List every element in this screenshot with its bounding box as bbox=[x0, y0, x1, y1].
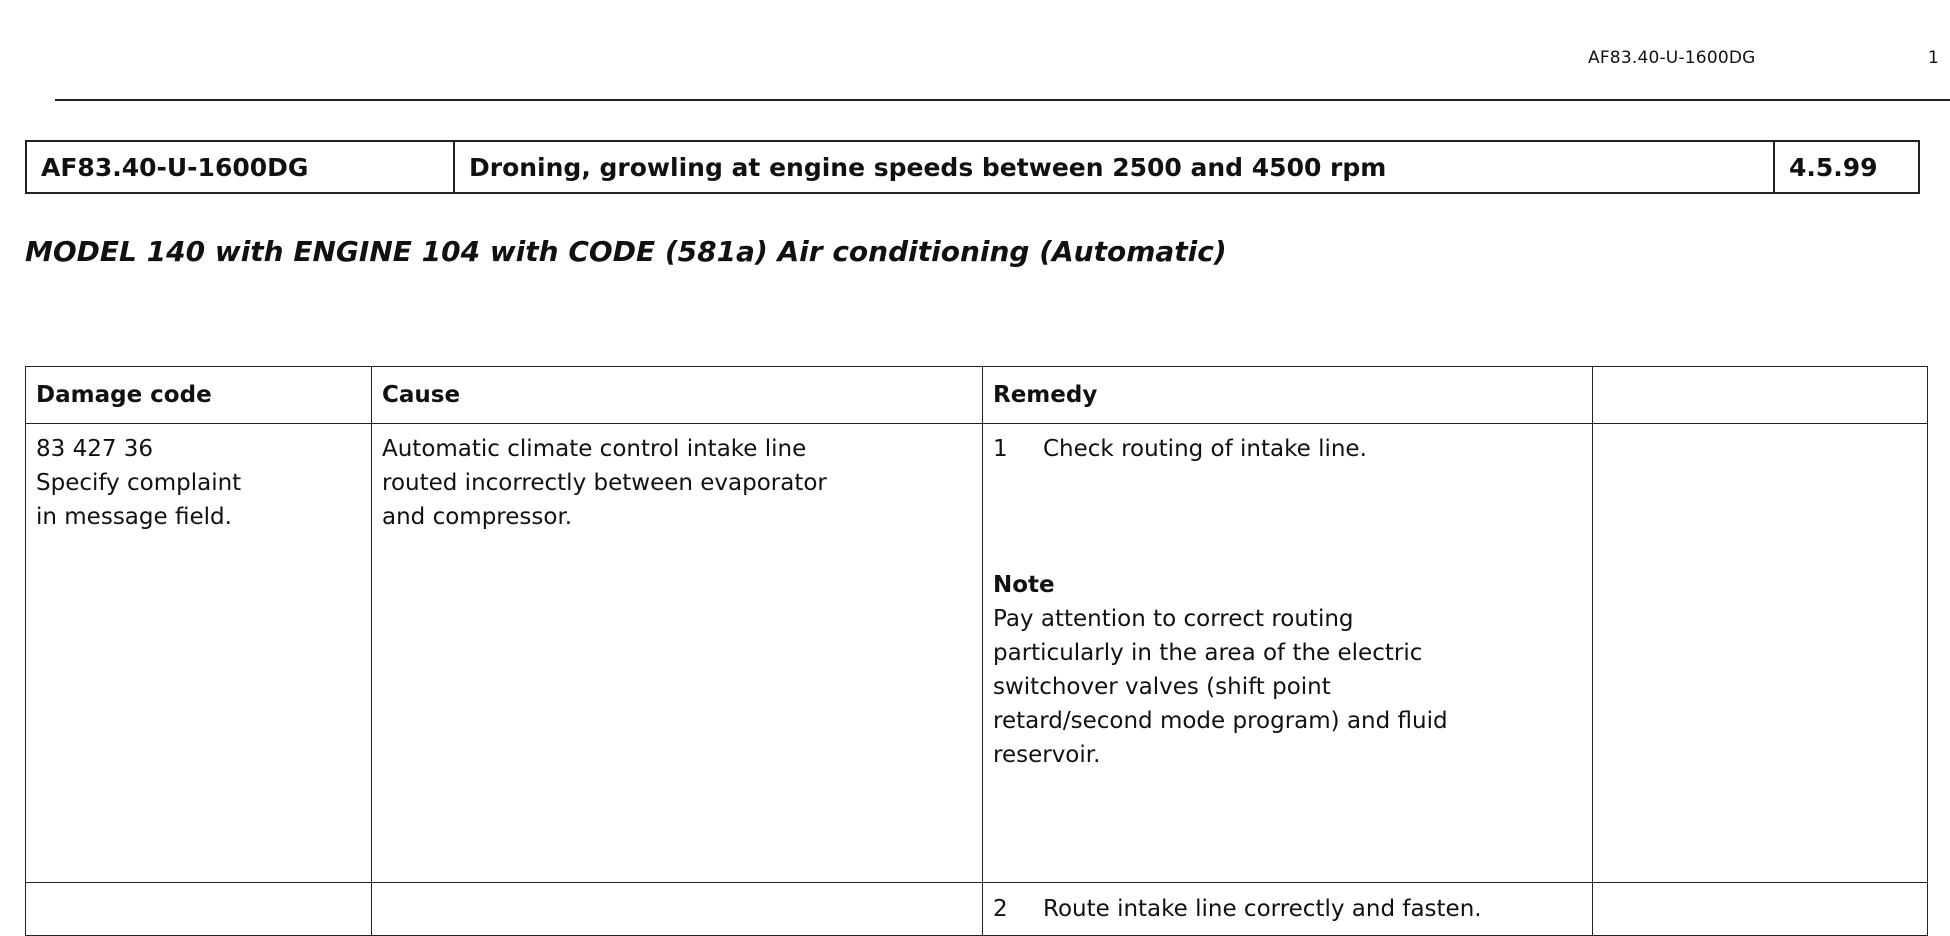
header-extra bbox=[1593, 367, 1928, 424]
damage-code-value: 83 427 36 bbox=[36, 436, 154, 462]
remedy-step-1 bbox=[993, 432, 1582, 466]
cause-cell bbox=[372, 424, 983, 883]
remedy-step-2 bbox=[993, 892, 1582, 926]
title-block bbox=[25, 140, 1920, 194]
page-header-doc-ref: AF83.40-U-1600DG bbox=[1588, 48, 1756, 68]
model-line: MODEL 140 with ENGINE 104 with CODE (581a) Air conditioning (Automatic) bbox=[25, 235, 1227, 268]
step-text: Route intake line correctly and fasten. bbox=[1043, 896, 1482, 922]
header-rule bbox=[55, 99, 1950, 101]
damage-code-cell bbox=[26, 424, 372, 883]
table-row bbox=[26, 424, 1928, 883]
title-date: 4.5.99 bbox=[1774, 141, 1919, 193]
step-number: 1 bbox=[993, 436, 1008, 462]
remedy-cell bbox=[983, 424, 1593, 883]
note-line: reservoir. bbox=[993, 742, 1101, 768]
note-title: Note bbox=[993, 572, 1055, 598]
title-text: Droning, growling at engine speeds between 2500 and 4500 rpm bbox=[454, 141, 1774, 193]
cause-line: routed incorrectly between evaporator bbox=[382, 470, 827, 496]
cause-line: and compressor. bbox=[382, 504, 573, 530]
extra-cell bbox=[1593, 424, 1928, 883]
damage-code-line: in message field. bbox=[36, 504, 232, 530]
page-number: 1 bbox=[1928, 48, 1939, 68]
note-line: Pay attention to correct routing bbox=[993, 606, 1354, 632]
note-line: switchover valves (shift point bbox=[993, 674, 1331, 700]
damage-table bbox=[25, 366, 1928, 936]
header-remedy: Remedy bbox=[983, 367, 1593, 424]
header-row bbox=[26, 367, 1928, 424]
title-code: AF83.40-U-1600DG bbox=[26, 141, 454, 193]
note-line: retard/second mode program) and fluid bbox=[993, 708, 1448, 734]
step-number: 2 bbox=[993, 896, 1008, 922]
step-text: Check routing of intake line. bbox=[1043, 436, 1367, 462]
cause-line: Automatic climate control intake line bbox=[382, 436, 807, 462]
damage-code-line: Specify complaint bbox=[36, 470, 242, 496]
header-cause: Cause bbox=[372, 367, 983, 424]
note-line: particularly in the area of the electric bbox=[993, 640, 1423, 666]
header-damage-code: Damage code bbox=[26, 367, 372, 424]
